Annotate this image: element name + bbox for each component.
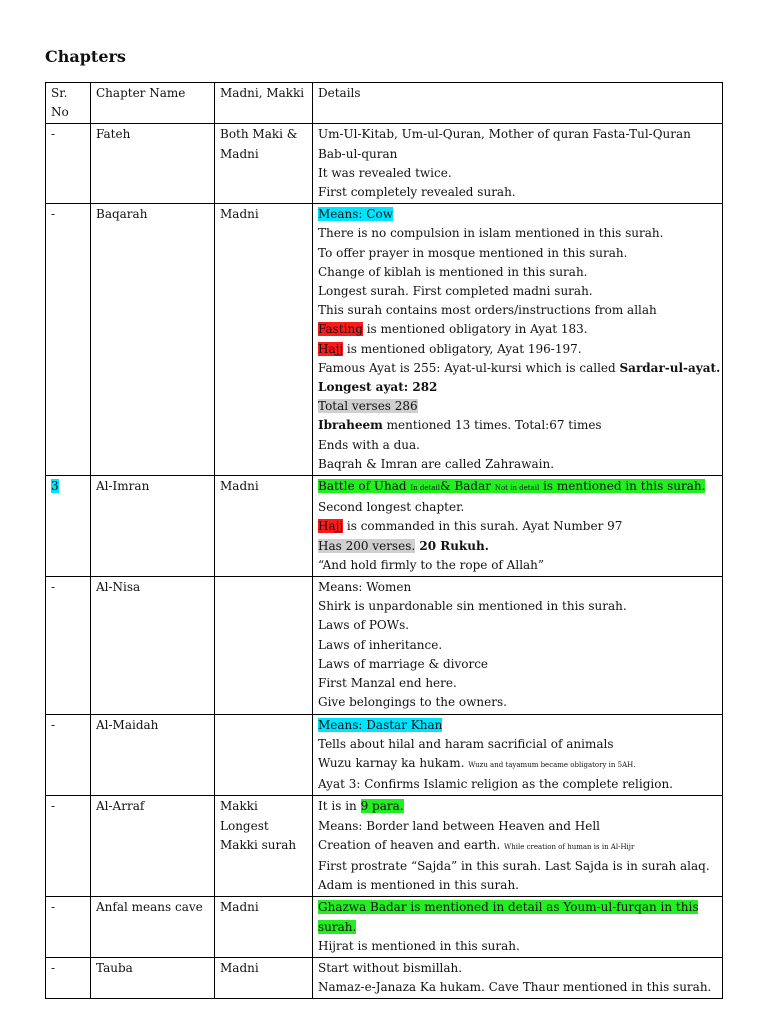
cell-madni-makki: Both Maki & Madni [215,124,313,204]
highlight-green: 9 para. [360,799,404,814]
header-details [313,83,723,124]
header-type-label: Madni, Makki [220,86,305,100]
cell-madni-makki: Madni [215,476,313,577]
highlight-red: Fasting [318,322,363,337]
cell-chapter-name: Al-Nisa [91,577,215,714]
detail-line [318,537,717,556]
cell-chapter-name: Al-Maidah [91,714,215,796]
cell-details [313,577,723,714]
table-row [46,796,723,897]
detail-line [318,898,717,936]
cell-details [313,124,723,204]
header-name-label: Chapter Name [96,86,186,100]
detail-line: Ends with a dua. [318,437,420,452]
table-row [46,476,723,577]
bold-text: 20 Rukuh. [415,538,489,553]
detail-line: Second longest chapter. [318,500,465,515]
detail-line: First prostrate “Sajda” in this surah. Last Sajda is in surah alaq. [318,858,710,873]
detail-line: Longest ayat: 282 [318,380,438,395]
detail-line: Laws of POWs. [318,618,410,633]
header-details-label: Details [318,86,361,100]
highlight-green: Ghazwa Badar is mentioned in detail as Youm-ul-furqan in this surah. [318,900,699,934]
detail-text: is mentioned obligatory in Ayat 183. [362,322,588,337]
cell-details [313,796,723,897]
detail-line: Namaz-e-Janaza Ka hukam. Cave Thaur mentioned in this surah. [318,980,712,995]
highlight-green [318,479,705,493]
detail-text: It is in [318,799,361,814]
detail-line: First completely revealed surah. [318,185,516,200]
detail-line: Laws of inheritance. [318,637,443,652]
small-note: Wuzu and tayamum became obligatory in 5AH. [468,760,636,769]
cell-chapter-name: Al-Arraf [91,796,215,897]
highlight-red: Hajj [318,519,344,534]
cell-details [313,957,723,998]
detail-line [318,477,717,498]
header-name [91,83,215,124]
detail-line: Laws of marriage & divorce [318,656,489,671]
detail-line: Longest surah. First completed madni surah. [318,284,593,299]
highlight-cyan: Means: Cow [318,207,393,222]
table-row [46,204,723,476]
bold-text: Sardar-ul-ayat. [619,360,721,375]
detail-line: There is no compulsion in islam mentioned in this surah. [318,226,664,241]
small-note: In detail [410,484,440,493]
detail-line: Give belongings to the owners. [318,695,507,710]
cell-chapter-name: Baqarah [91,204,215,476]
detail-line: Start without bismillah. [318,960,463,975]
cell-details [313,714,723,796]
detail-line: Ayat 3: Confirms Islamic religion as the complete religion. [318,777,673,792]
detail-line: Change of kiblah is mentioned in this surah. [318,264,588,279]
cell-details [313,897,723,958]
detail-line: Adam is mentioned in this surah. [318,878,519,893]
detail-line [318,716,717,735]
table-row [46,957,723,998]
detail-text: is mentioned obligatory, Ayat 196-197. [343,341,582,356]
cell-details [313,476,723,577]
cell-chapter-name: Tauba [91,957,215,998]
cell-sr: - [46,897,91,958]
detail-text: & Badar [439,479,491,494]
detail-line [318,205,717,224]
header-sr-label: Sr. No [51,86,69,120]
cell-chapter-name: Fateh [91,124,215,204]
highlight-red: Hajj [318,341,344,356]
detail-line [318,836,717,857]
cell-chapter-name: Al-Imran [91,476,215,577]
highlight-gray: Total verses 286 [318,399,418,414]
cell-details [313,204,723,476]
bold-text: Ibraheem [318,418,383,433]
detail-line: To offer prayer in mosque mentioned in this surah. [318,245,628,260]
detail-line: It was revealed twice. [318,165,452,180]
cell-sr: - [46,124,91,204]
small-note: Not in detail [494,484,540,493]
small-note: While creation of human is in Al-Hijr [504,842,635,851]
detail-text: Wuzu karnay ka hukam. [318,755,469,770]
cell-madni-makki: Madni [215,957,313,998]
cell-chapter-name: Anfal means cave [91,897,215,958]
detail-line: Hijrat is mentioned in this surah. [318,938,520,953]
detail-line: Um-Ul-Kitab, Um-ul-Quran, Mother of quran Fasta-Tul-Quran [318,127,691,142]
cell-sr: - [46,204,91,476]
table-row [46,714,723,796]
cell-madni-makki: Madni [215,204,313,476]
detail-line: Shirk is unpardonable sin mentioned in this surah. [318,599,627,614]
detail-text: is commanded in this surah. Ayat Number 97 [343,519,623,534]
detail-line: This surah contains most orders/instructions from allah [318,303,657,318]
cell-sr: - [46,957,91,998]
table-row [46,897,723,958]
page-title: Chapters [45,47,126,66]
detail-line [318,754,717,775]
detail-line: “And hold firmly to the rope of Allah” [318,557,545,572]
cell-madni-makki: Makki Longest Makki surah [215,796,313,897]
detail-line [318,340,717,359]
detail-line [318,320,717,339]
detail-line [318,797,717,816]
table-row [46,124,723,204]
header-sr [46,83,91,124]
cell-madni-makki [215,577,313,714]
table-row [46,577,723,714]
detail-line: Tells about hilal and haram sacrificial of animals [318,736,614,751]
highlight-cyan: Means: Dastar Khan [318,717,443,732]
chapters-table [45,82,723,999]
cell-sr [46,476,91,577]
detail-line [318,397,717,416]
detail-line: First Manzal end here. [318,676,457,691]
detail-text: is mentioned in this surah. [543,479,706,494]
detail-line [318,517,717,536]
detail-line: Means: Women [318,580,412,595]
detail-text: mentioned 13 times. Total:67 times [382,418,602,433]
detail-text: Creation of heaven and earth. [318,837,505,852]
highlight-cyan: 3 [51,479,59,494]
cell-madni-makki: Madni [215,897,313,958]
detail-line: Means: Border land between Heaven and Hell [318,818,601,833]
table-header-row [46,83,723,124]
detail-text: Famous Ayat is 255: Ayat-ul-kursi which is called [318,360,620,375]
cell-sr: - [46,577,91,714]
cell-sr: - [46,714,91,796]
detail-line [318,359,721,378]
detail-line: Baqrah & Imran are called Zahrawain. [318,456,555,471]
highlight-gray: Has 200 verses. [318,538,416,553]
detail-line [318,416,717,435]
detail-line: Bab-ul-quran [318,146,398,161]
cell-sr: - [46,796,91,897]
detail-text: Battle of Uhad [318,479,407,494]
cell-madni-makki [215,714,313,796]
header-type [215,83,313,124]
